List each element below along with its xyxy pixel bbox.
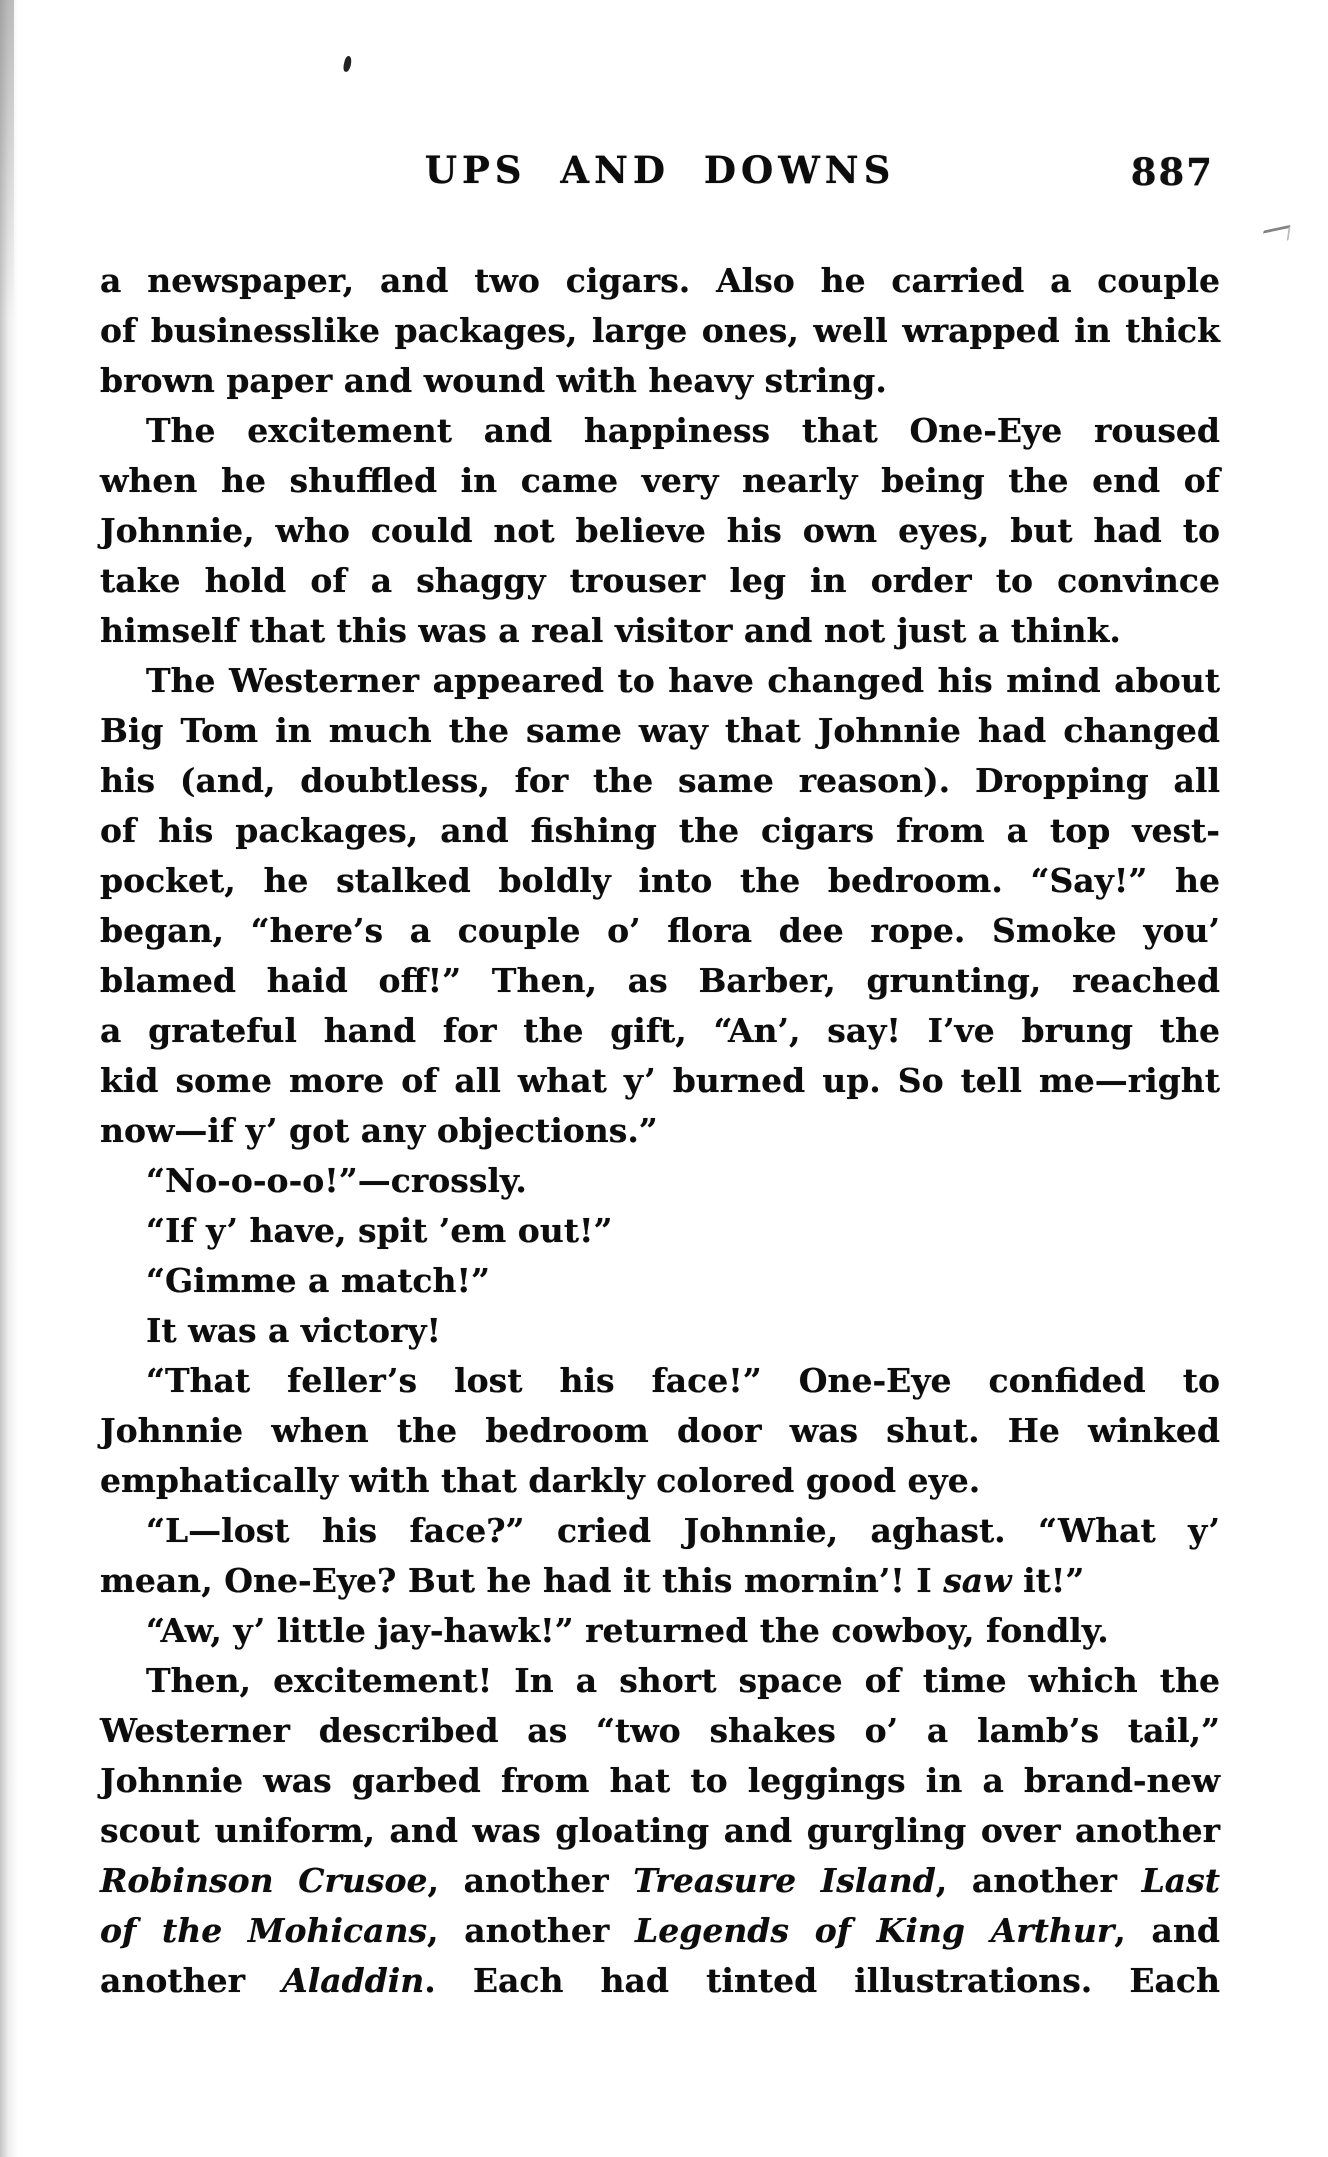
- text-segment: his (and, doubtless, for the same reason). Dropping all: [100, 761, 1220, 800]
- text-line: [100, 456, 1220, 506]
- text-line: [100, 906, 1220, 956]
- text-segment: Big Tom in much the same way that Johnnie had changed: [100, 711, 1220, 750]
- text-line: [100, 356, 1220, 406]
- text-line: [100, 1256, 1220, 1306]
- text-segment: kid some more of all what y’ burned up. So tell me—right: [100, 1061, 1220, 1100]
- text-segment: , another: [935, 1861, 1142, 1900]
- text-line: [100, 656, 1220, 706]
- book-title-italic: Robinson Crusoe: [100, 1861, 428, 1900]
- book-title-italic: Legends of King Arthur: [635, 1911, 1115, 1950]
- paragraph: [100, 1206, 1220, 1256]
- text-line: [100, 256, 1220, 306]
- text-line: [100, 1906, 1220, 1956]
- paragraph: [100, 1256, 1220, 1306]
- text-segment: The Westerner appeared to have changed his mind about: [146, 661, 1220, 700]
- text-segment: mean, One-Eye? But he had it this mornin’! I: [100, 1561, 944, 1600]
- text-line: [100, 1356, 1220, 1406]
- text-line: [100, 1706, 1220, 1756]
- text-segment: , another: [427, 1861, 634, 1900]
- body-text: [100, 256, 1220, 2006]
- paragraph: [100, 1356, 1220, 1506]
- text-line: [100, 1206, 1220, 1256]
- scan-edge-shadow: [0, 0, 18, 2157]
- text-line: [100, 956, 1220, 1006]
- text-segment: , and: [1114, 1911, 1220, 1950]
- page-number: 887: [1130, 150, 1214, 194]
- text-segment: , another: [427, 1911, 636, 1950]
- text-segment: it!”: [1011, 1561, 1085, 1600]
- text-segment: “Aw, y’ little jay-hawk!” returned the cowboy, fondly.: [146, 1611, 1109, 1650]
- text-segment: scout uniform, and was gloating and gurgling over another: [100, 1811, 1220, 1850]
- text-line: [100, 756, 1220, 806]
- paragraph: [100, 1656, 1220, 2006]
- text-line: [100, 1006, 1220, 1056]
- text-segment: The excitement and happiness that One-Eye roused: [146, 411, 1220, 450]
- text-segment: himself that this was a real visitor and not just a think.: [100, 611, 1121, 650]
- text-line: [100, 556, 1220, 606]
- text-line: [100, 406, 1220, 456]
- text-line: [100, 806, 1220, 856]
- book-title-italic: Aladdin: [282, 1961, 425, 2000]
- text-line: [100, 1156, 1220, 1206]
- paragraph: [100, 406, 1220, 656]
- text-segment: another: [100, 1961, 283, 2000]
- text-line: [100, 1606, 1220, 1656]
- text-segment: “No-o-o-o!”—crossly.: [146, 1161, 527, 1200]
- text-line: [100, 506, 1220, 556]
- paragraph: [100, 256, 1220, 406]
- text-line: [100, 1956, 1220, 2006]
- book-title-italic: saw: [943, 1561, 1012, 1600]
- page-title: UPS AND DOWNS: [424, 148, 896, 192]
- text-segment: blamed haid off!” Then, as Barber, grunting, reached: [100, 961, 1220, 1000]
- text-segment: of businesslike packages, large ones, well wrapped in thick: [100, 311, 1220, 350]
- text-segment: “Gimme a match!”: [146, 1261, 490, 1300]
- book-title-italic: Last: [1141, 1861, 1220, 1900]
- text-segment: brown paper and wound with heavy string.: [100, 361, 887, 400]
- text-line: [100, 706, 1220, 756]
- text-segment: Johnnie, who could not believe his own eyes, but had to: [100, 511, 1220, 550]
- paragraph: [100, 656, 1220, 1156]
- text-line: [100, 1856, 1220, 1906]
- paragraph: [100, 1606, 1220, 1656]
- text-segment: “That feller’s lost his face!” One-Eye confided to: [146, 1361, 1220, 1400]
- text-segment: Johnnie when the bedroom door was shut. He winked: [100, 1411, 1220, 1450]
- text-line: [100, 1406, 1220, 1456]
- text-segment: It was a victory!: [146, 1311, 442, 1350]
- text-line: [100, 1756, 1220, 1806]
- paragraph: [100, 1306, 1220, 1356]
- text-segment: emphatically with that darkly colored good eye.: [100, 1461, 981, 1500]
- text-line: [100, 1506, 1220, 1556]
- running-header: [100, 148, 1220, 200]
- margin-pen-mark: [1261, 225, 1291, 247]
- text-line: [100, 1806, 1220, 1856]
- text-line: [100, 1106, 1220, 1156]
- text-segment: pocket, he stalked boldly into the bedroom. “Say!” he: [100, 861, 1220, 900]
- paragraph: [100, 1156, 1220, 1206]
- text-line: [100, 856, 1220, 906]
- text-segment: began, “here’s a couple o’ flora dee rope. Smoke you’: [100, 911, 1220, 950]
- scan-speck: [342, 55, 353, 72]
- text-segment: Westerner described as “two shakes o’ a lamb’s tail,”: [100, 1711, 1220, 1750]
- text-segment: a newspaper, and two cigars. Also he carried a couple: [100, 261, 1220, 300]
- text-segment: Then, excitement! In a short space of time which the: [146, 1661, 1220, 1700]
- text-line: [100, 606, 1220, 656]
- text-line: [100, 1556, 1220, 1606]
- scan-edge-shadow-top: [0, 0, 14, 320]
- book-title-italic: of the Mohicans: [100, 1911, 428, 1950]
- text-segment: “If y’ have, spit ’em out!”: [146, 1211, 613, 1250]
- text-segment: Johnnie was garbed from hat to leggings in a brand-new: [100, 1761, 1220, 1800]
- text-line: [100, 1056, 1220, 1106]
- text-segment: “L—lost his face?” cried Johnnie, aghast. “What y’: [146, 1511, 1220, 1550]
- text-segment: of his packages, and fishing the cigars from a top vest-: [100, 811, 1220, 850]
- text-line: [100, 306, 1220, 356]
- text-segment: . Each had tinted illustrations. Each: [424, 1961, 1220, 2000]
- text-segment: a grateful hand for the gift, “An’, say! I’ve brung the: [100, 1011, 1220, 1050]
- text-line: [100, 1656, 1220, 1706]
- book-title-italic: Treasure Island: [633, 1861, 936, 1900]
- text-line: [100, 1456, 1220, 1506]
- text-segment: now—if y’ got any objections.”: [100, 1111, 658, 1150]
- text-segment: when he shuffled in came very nearly being the end of: [100, 461, 1220, 500]
- text-line: [100, 1306, 1220, 1356]
- text-segment: take hold of a shaggy trouser leg in order to convince: [100, 561, 1220, 600]
- paragraph: [100, 1506, 1220, 1606]
